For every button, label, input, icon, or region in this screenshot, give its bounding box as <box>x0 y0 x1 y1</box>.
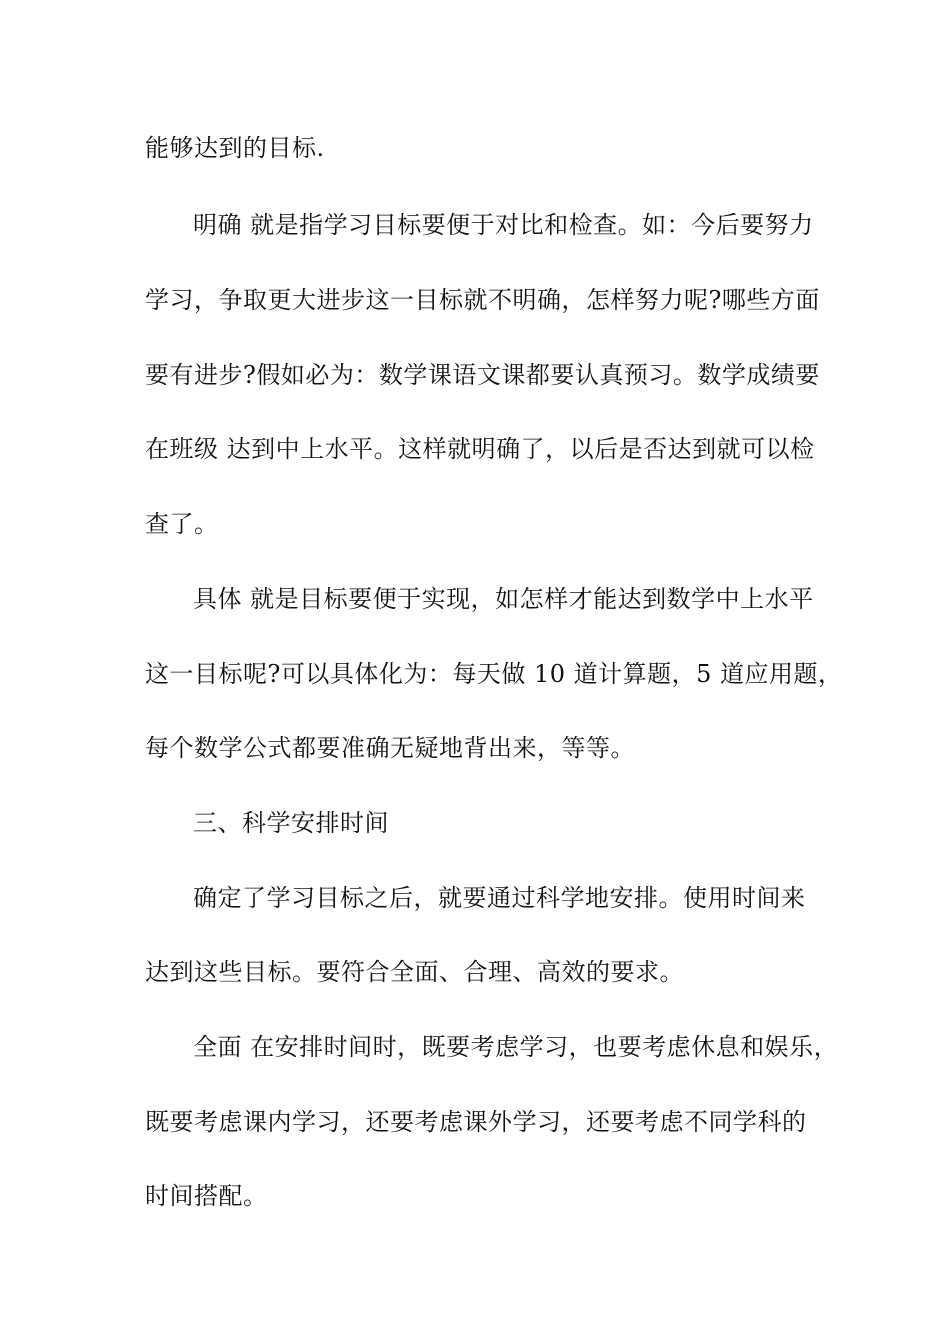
text-line-1: 能够达到的目标. <box>145 134 325 162</box>
text-line-4: 要有进步?假如必为：数学课语文课都要认真预习。数学成绩要 <box>145 361 820 389</box>
text-line-14: 既要考虑课内学习，还要考虑课外学习，还要考虑不同学科的 <box>145 1108 807 1136</box>
text-line-6: 查了。 <box>145 510 219 538</box>
text-line-9: 每个数学公式都要准确无疑地背出来，等等。 <box>145 734 635 762</box>
text-line-13: 全面 在安排时间时，既要考虑学习，也要考虑休息和娱乐， <box>193 1033 839 1061</box>
text-line-5: 在班级 达到中上水平。这样就明确了，以后是否达到就可以检 <box>145 435 815 463</box>
text-line-12: 达到这些目标。要符合全面、合理、高效的要求。 <box>145 958 684 986</box>
text-line-2: 明确 就是指学习目标要便于对比和检查。如：今后要努力 <box>193 211 814 239</box>
text-line-3: 学习，争取更大进步这一目标就不明确，怎样努力呢?哪些方面 <box>145 286 820 314</box>
text-line-15: 时间搭配。 <box>145 1182 268 1210</box>
text-line-11: 确定了学习目标之后，就要通过科学地安排。使用时间来 <box>193 884 806 912</box>
text-line-7: 具体 就是目标要便于实现，如怎样才能达到数学中上水平 <box>193 585 814 613</box>
text-line-8: 这一目标呢?可以具体化为：每天做 10 道计算题，5 道应用题， <box>145 660 843 688</box>
section-heading: 三、科学安排时间 <box>193 809 389 837</box>
